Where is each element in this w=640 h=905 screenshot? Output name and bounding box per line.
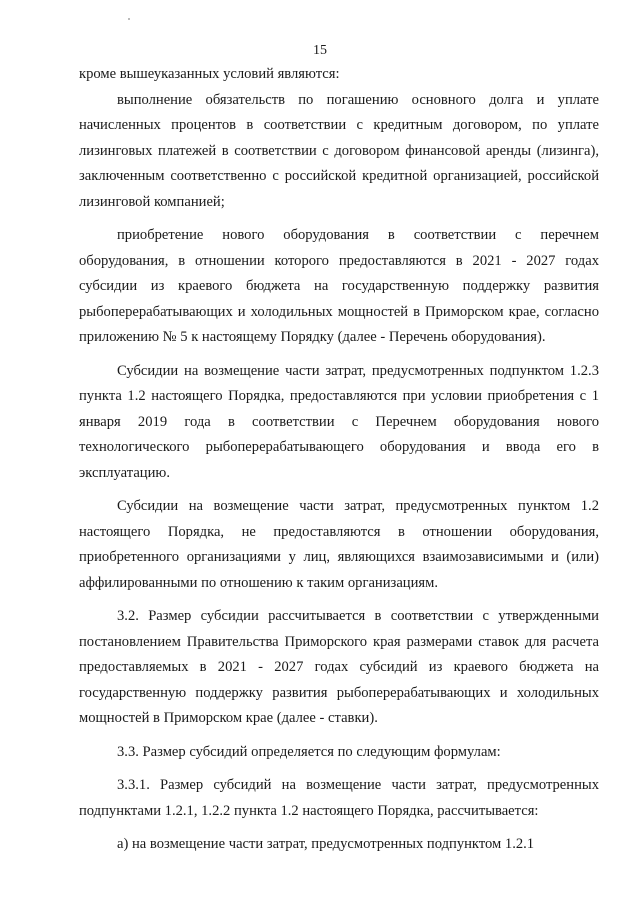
paragraph-subsidy-exclusion: Субсидии на возмещение части затрат, предусмотренных пунктом 1.2 настоящего Порядка, не предоставляются в отношении оборудования, приобретенного организациями у лиц, являющихся взаимозависимыми и (или) аффилированными по отношению к таким организациям. [79, 498, 599, 591]
paragraph-3-3-1: 3.3.1. Размер субсидий на возмещение части затрат, предусмотренных подпунктами 1.2.1, 1.2.2 пункта 1.2 настоящего Порядка, рассчитывается: [79, 777, 599, 819]
paragraph-subsidy-condition: Субсидии на возмещение части затрат, предусмотренных подпунктом 1.2.3 пункта 1.2 настоящего Порядка, предоставляются при условии приобретения с 1 января 2019 года в соответствии с Перечнем оборудования нового технологического рыбоперерабатывающего оборудования и ввода его в эксплуатацию. [79, 362, 599, 481]
document-body [79, 62, 599, 858]
paragraph-3-2: 3.2. Размер субсидии рассчитывается в соответствии с утвержденными постановлением Правительства Приморского края размерами ставок для расчета предоставляемых в 2021 - 2027 годах субсидий из краевого бюджета на государственную поддержку развития рыбоперерабатывающих и холодильных мощностей в Приморском крае (далее - ставки). [79, 608, 599, 726]
paragraph-a: а) на возмещение части затрат, предусмотренных подпунктом 1.2.1 [117, 836, 535, 852]
page-number: 15 [313, 43, 327, 58]
paragraph-3-3: 3.3. Размер субсидий определяется по следующим формулам: [117, 743, 501, 760]
scan-mark [128, 18, 130, 20]
paragraph-intro: кроме вышеуказанных условий являются: [79, 66, 340, 82]
paragraph-equipment: приобретение нового оборудования в соответствии с перечнем оборудования, в отношении которого предоставляются в 2021 - 2027 годах субсидии из краевого бюджета на государственную поддержку развития рыбоперерабатывающих и холодильных мощностей в Приморском крае, согласно приложению № 5 к настоящему Порядку (далее - Перечень оборудования). [79, 227, 599, 345]
paragraph-obligations: выполнение обязательств по погашению основного долга и уплате начисленных процентов в соответствии с кредитным договором, по уплате лизинговых платежей в соответствии с договором финансовой аренды (лизинга), заключенным соответственно с российской кредитной организацией, российской лизинговой компанией; [79, 91, 599, 210]
